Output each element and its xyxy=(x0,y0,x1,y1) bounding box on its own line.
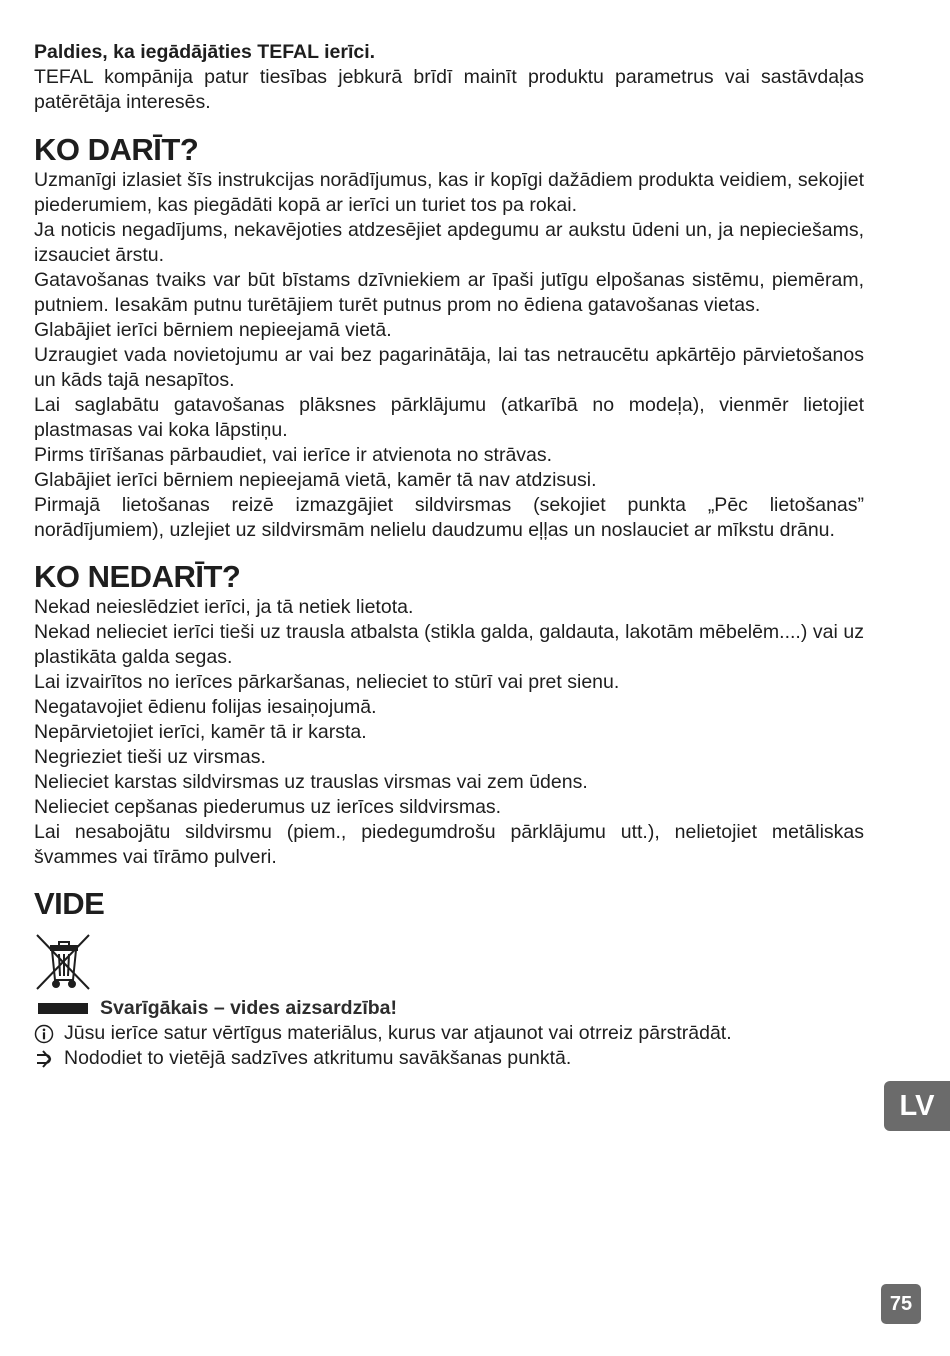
environment-line xyxy=(34,1046,864,1071)
environment-line xyxy=(34,1021,864,1046)
dos-item: Lai saglabātu gatavošanas plāksnes pārklājumu (atkarībā no modeļa), vienmēr lietojiet plastmasas vai koka lāpstiņu. xyxy=(34,394,864,441)
environment-title: Svarīgākais – vides aizsardzība! xyxy=(100,997,397,1019)
donts-item: Nepārvietojiet ierīci, kamēr tā ir karsta. xyxy=(34,721,367,743)
dos-heading: KO DARĪT? xyxy=(34,132,199,167)
donts-item: Negatavojiet ēdienu folijas iesaiņojumā. xyxy=(34,696,377,718)
document-body xyxy=(34,40,864,1071)
environment-title-row xyxy=(34,996,864,1021)
dos-item: Uzmanīgi izlasiet šīs instrukcijas norādījumus, kas ir kopīgi dažādiem produkta veidiem, sekojiet piederumiem, kas piegādāti kopā ar ierīci un turiet tos pa rokai. xyxy=(34,169,864,216)
donts-item: Nekad nelieciet ierīci tieši uz trausla atbalsta (stikla galda, galdauta, lakotām mēbelēm....) vai uz plastikāta galda segas. xyxy=(34,621,864,668)
dos-item: Glabājiet ierīci bērniem nepieejamā vietā, kamēr tā nav atdzisusi. xyxy=(34,469,597,491)
environment-heading: VIDE xyxy=(34,886,105,921)
black-bar xyxy=(38,1003,88,1014)
donts-item: Nekad neieslēdziet ierīci, ja tā netiek lietota. xyxy=(34,596,414,618)
dos-item: Glabājiet ierīci bērniem nepieejamā vietā. xyxy=(34,319,392,341)
intro-text: TEFAL kompānija patur tiesības jebkurā brīdī mainīt produktu parametrus vai sastāvdaļas patērētāja interesēs. xyxy=(34,66,864,113)
dos-item: Pirmajā lietošanas reizē izmazgājiet sildvirsmas (sekojiet punkta „Pēc lietošanas” norādījumiem), uzlejiet uz sildvirsmām nelielu daudzumu eļļas un noslauciet ar mīkstu drānu. xyxy=(34,494,864,541)
donts-item: Nelieciet karstas sildvirsmas uz trauslas virsmas vai zem ūdens. xyxy=(34,771,588,793)
environment-line-text: Jūsu ierīce satur vērtīgus materiālus, kurus var atjaunot vai otrreiz pārstrādāt. xyxy=(64,1022,732,1044)
donts-item: Nelieciet cepšanas piederumus uz ierīces sildvirsmas. xyxy=(34,796,502,818)
arrow-right-icon xyxy=(34,1049,54,1069)
intro-title: Paldies, ka iegādājāties TEFAL ierīci. xyxy=(34,41,376,63)
page-number: 75 xyxy=(881,1284,921,1324)
dos-item: Uzraugiet vada novietojumu ar vai bez pagarinātāja, lai tas netraucētu apkārtējo pārvietošanos un kāds tajā nesapītos. xyxy=(34,344,864,391)
donts-item: Lai izvairītos no ierīces pārkaršanas, nelieciet to stūrī vai pret sienu. xyxy=(34,671,620,693)
environment-line-text: Nododiet to vietējā sadzīves atkritumu savākšanas punktā. xyxy=(64,1047,572,1069)
dos-item: Pirms tīrīšanas pārbaudiet, vai ierīce ir atvienota no strāvas. xyxy=(34,444,553,466)
crossed-out-wheeled-bin-icon xyxy=(34,932,92,994)
dos-item: Ja noticis negadījums, nekavējoties atdzesējiet apdegumu ar aukstu ūdeni un, ja nepieciešams, izsauciet ārstu. xyxy=(34,219,864,266)
info-icon xyxy=(34,1024,54,1044)
dos-item: Gatavošanas tvaiks var būt bīstams dzīvniekiem ar īpaši jutīgu elpošanas sistēmu, piemēram, putniem. Iesakām putnu turētājiem turēt putnus prom no ēdiena gatavošanas vietas. xyxy=(34,269,864,316)
language-tab: LV xyxy=(884,1081,950,1131)
donts-heading: KO NEDARĪT? xyxy=(34,559,241,594)
donts-item: Lai nesabojātu sildvirsmu (piem., piedegumdrošu pārklājumu utt.), nelietojiet metāliskas švammes vai tīrāmo pulveri. xyxy=(34,821,864,868)
donts-item: Negrieziet tieši uz virsmas. xyxy=(34,746,266,768)
environment-block xyxy=(34,932,864,1071)
